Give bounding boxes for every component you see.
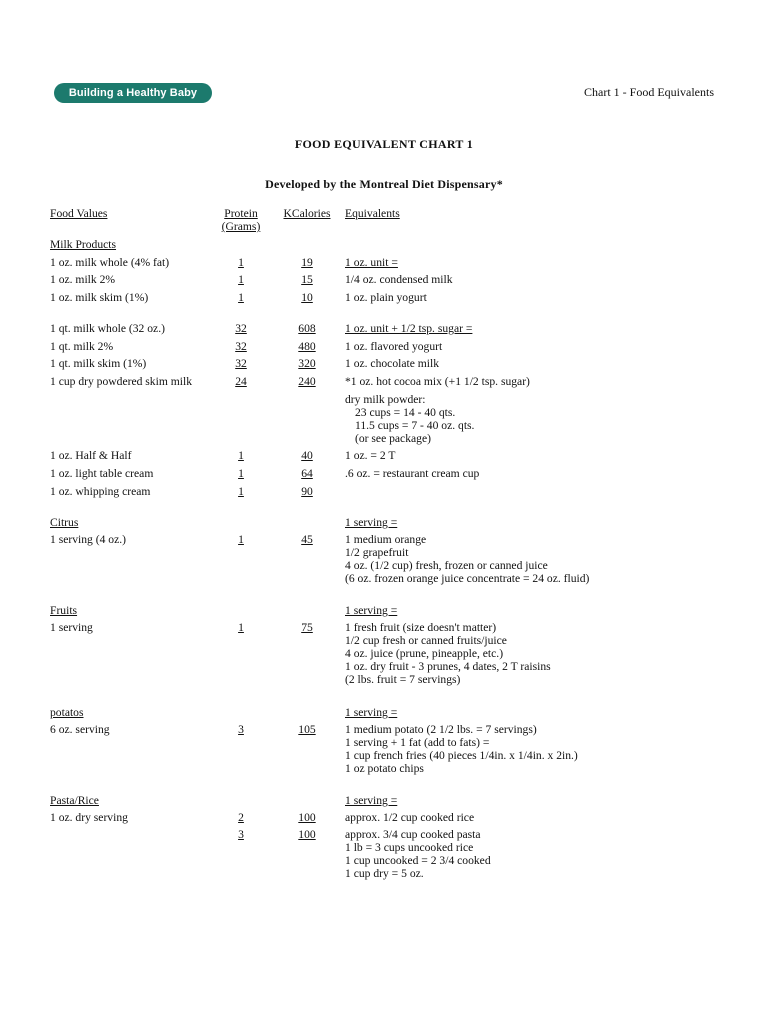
kcal-value: 19 xyxy=(301,256,313,269)
equivalent-text: 1 medium potato (2 1/2 lbs. = 7 servings) xyxy=(345,723,537,736)
protein-value: 32 xyxy=(235,357,247,370)
col-header-protein-unit: (Grams) xyxy=(221,220,261,233)
section-heading-fruits: Fruits xyxy=(50,604,78,617)
kcal-value: 320 xyxy=(298,357,316,370)
protein-value: 1 xyxy=(238,256,244,269)
protein-value: 1 xyxy=(238,621,244,634)
row-label: 1 cup dry powdered skim milk xyxy=(50,375,193,388)
protein-value: 1 xyxy=(238,485,244,498)
protein-value: 1 xyxy=(238,467,244,480)
equivalent-text: (2 lbs. fruit = 7 servings) xyxy=(345,673,461,686)
row-label: 6 oz. serving xyxy=(50,723,110,736)
equivalent-text: 1 oz. chocolate milk xyxy=(345,357,440,370)
equivalent-text: .6 oz. = restaurant cream cup xyxy=(345,467,480,480)
equivalent-text: 1/2 cup fresh or canned fruits/juice xyxy=(345,634,507,647)
equivalent-text: 4 oz. (1/2 cup) fresh, frozen or canned juice xyxy=(345,559,548,572)
protein-value: 32 xyxy=(235,322,247,335)
equivalent-text: 1 oz. = 2 T xyxy=(345,449,396,462)
kcal-value: 480 xyxy=(298,340,316,353)
brand-logo: Building a Healthy Baby xyxy=(54,83,212,103)
equivalent-text: dry milk powder: xyxy=(345,393,426,406)
protein-value: 2 xyxy=(238,811,244,824)
row-label: 1 oz. light table cream xyxy=(50,467,154,480)
kcal-value: 90 xyxy=(301,485,313,498)
kcal-value: 240 xyxy=(298,375,316,388)
kcal-value: 100 xyxy=(298,828,316,841)
equivalent-text: 23 cups = 14 - 40 qts. xyxy=(355,406,456,419)
protein-value: 3 xyxy=(238,723,244,736)
kcal-value: 608 xyxy=(298,322,316,335)
protein-value: 24 xyxy=(235,375,247,388)
kcal-value: 64 xyxy=(301,467,313,480)
equivalent-heading: 1 serving = xyxy=(345,604,398,617)
equivalent-text: 1 oz. flavored yogurt xyxy=(345,340,443,353)
equivalent-text: 1/2 grapefruit xyxy=(345,546,409,559)
col-header-protein: Protein xyxy=(224,207,258,220)
equivalent-text: 1 oz. plain yogurt xyxy=(345,291,427,304)
row-label: 1 qt. milk whole (32 oz.) xyxy=(50,322,165,335)
row-label: 1 serving (4 oz.) xyxy=(50,533,126,546)
equivalent-heading: 1 oz. unit + 1/2 tsp. sugar = xyxy=(345,322,473,335)
row-label: 1 oz. milk whole (4% fat) xyxy=(50,256,170,269)
equivalent-text: 1 cup french fries (40 pieces 1/4in. x 1/4in. x 2in.) xyxy=(345,749,578,762)
kcal-value: 45 xyxy=(301,533,313,546)
section-heading-pasta-rice: Pasta/Rice xyxy=(50,794,99,807)
equivalent-heading: 1 serving = xyxy=(345,794,398,807)
col-header-food-values: Food Values xyxy=(50,207,108,220)
equivalent-text: 1 medium orange xyxy=(345,533,427,546)
row-label: 1 serving xyxy=(50,621,93,634)
kcal-value: 75 xyxy=(301,621,313,634)
kcal-value: 100 xyxy=(298,811,316,824)
protein-value: 1 xyxy=(238,449,244,462)
page-subtitle: Developed by the Montreal Diet Dispensary* xyxy=(265,177,503,191)
protein-value: 32 xyxy=(235,340,247,353)
equivalent-text: 1/4 oz. condensed milk xyxy=(345,273,453,286)
equivalent-text: *1 oz. hot cocoa mix (+1 1/2 tsp. sugar) xyxy=(345,375,530,388)
protein-value: 1 xyxy=(238,273,244,286)
equivalent-heading: 1 oz. unit = xyxy=(345,256,398,269)
equivalent-text: 1 cup uncooked = 2 3/4 cooked xyxy=(345,854,491,867)
row-label: 1 oz. whipping cream xyxy=(50,485,151,498)
equivalent-heading: 1 serving = xyxy=(345,706,398,719)
equivalent-text: 4 oz. juice (prune, pineapple, etc.) xyxy=(345,647,504,660)
equivalent-text: 1 cup dry = 5 oz. xyxy=(345,867,424,880)
kcal-value: 10 xyxy=(301,291,313,304)
kcal-value: 105 xyxy=(298,723,316,736)
equivalent-text: 1 oz potato chips xyxy=(345,762,424,775)
row-label: 1 oz. milk skim (1%) xyxy=(50,291,149,304)
section-heading-citrus: Citrus xyxy=(50,516,79,529)
equivalent-text: 1 oz. dry fruit - 3 prunes, 4 dates, 2 T raisins xyxy=(345,660,551,673)
equivalent-text: 1 fresh fruit (size doesn't matter) xyxy=(345,621,497,634)
protein-value: 3 xyxy=(238,828,244,841)
equivalent-text: 1 lb = 3 cups uncooked rice xyxy=(345,841,474,854)
protein-value: 1 xyxy=(238,291,244,304)
row-label: 1 qt. milk skim (1%) xyxy=(50,357,147,370)
equivalent-text: approx. 1/2 cup cooked rice xyxy=(345,811,475,824)
protein-value: 1 xyxy=(238,533,244,546)
section-heading-potatos: potatos xyxy=(50,706,84,719)
row-label: 1 oz. Half & Half xyxy=(50,449,132,462)
kcal-value: 15 xyxy=(301,273,313,286)
equivalent-text: approx. 3/4 cup cooked pasta xyxy=(345,828,481,841)
chart-reference: Chart 1 - Food Equivalents xyxy=(584,85,714,99)
row-label: 1 qt. milk 2% xyxy=(50,340,114,353)
equivalent-heading: 1 serving = xyxy=(345,516,398,529)
col-header-equivalents: Equivalents xyxy=(345,207,400,220)
page-title: FOOD EQUIVALENT CHART 1 xyxy=(294,137,474,151)
equivalent-text: (or see package) xyxy=(355,432,431,445)
row-label: 1 oz. dry serving xyxy=(50,811,128,824)
equivalent-text: (6 oz. frozen orange juice concentrate = 24 oz. fluid) xyxy=(345,572,590,585)
col-header-kcal: KCalories xyxy=(283,207,331,220)
kcal-value: 40 xyxy=(301,449,313,462)
equivalent-text: 11.5 cups = 7 - 40 oz. qts. xyxy=(355,419,475,432)
row-label: 1 oz. milk 2% xyxy=(50,273,116,286)
equivalent-text: 1 serving + 1 fat (add to fats) = xyxy=(345,736,490,749)
section-heading-milk: Milk Products xyxy=(50,238,117,251)
